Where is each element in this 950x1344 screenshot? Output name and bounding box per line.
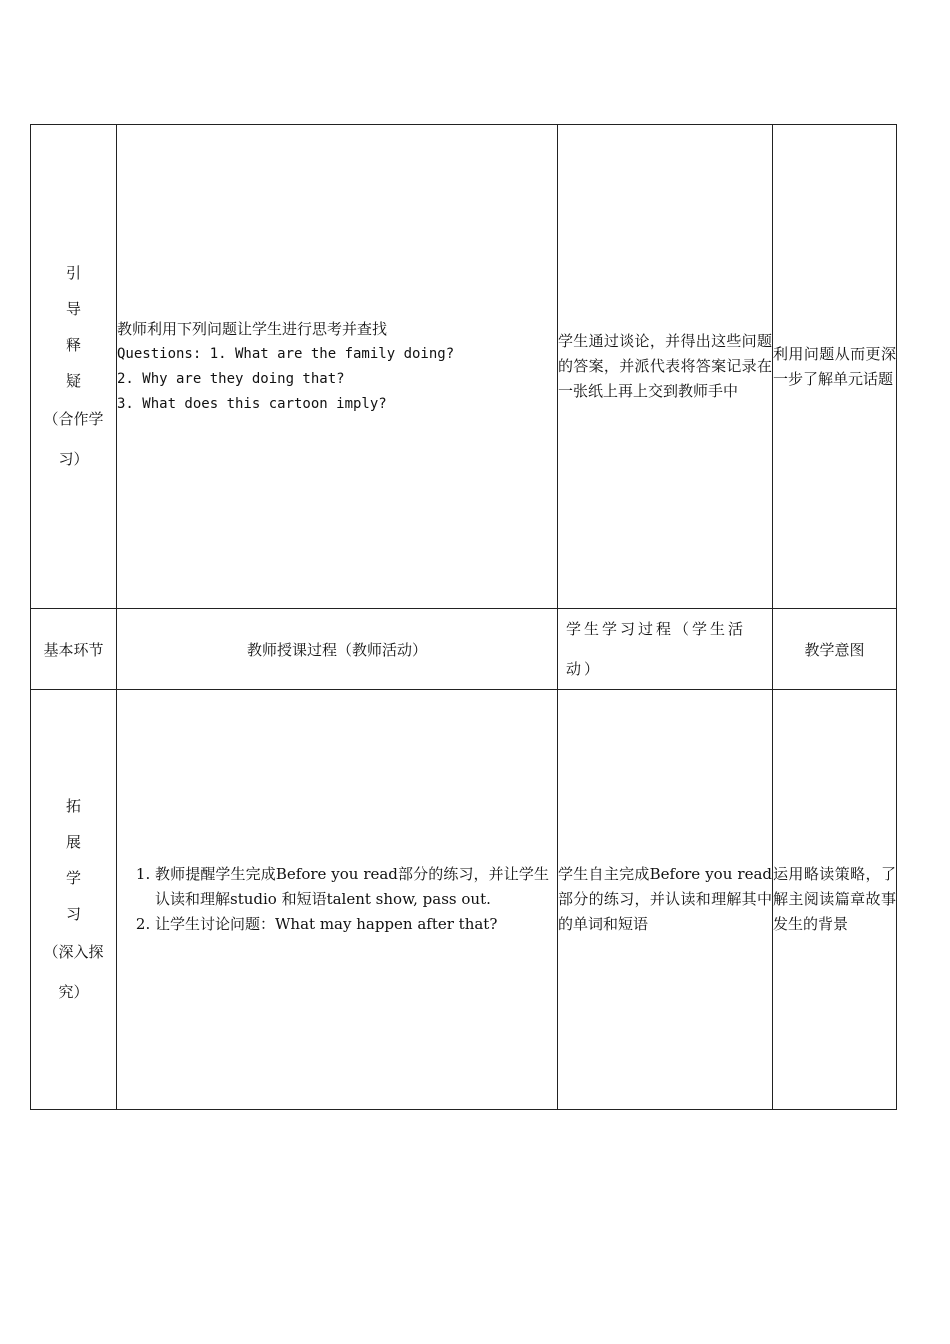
stage-char: 学 [65,868,81,887]
header-teacher: 教师授课过程（教师活动） [117,609,558,690]
stage-char: 展 [65,832,81,851]
teaching-intent-extend: 运用略读策略，了解主阅读篇章故事发生的背景 [773,690,897,1110]
stage-subtitle: 习） [58,449,89,468]
stage-cell-extend [31,690,117,1110]
teaching-intent-guided: 利用问题从而更深一步了解单元话题 [773,125,897,609]
stage-cell-guided [31,125,117,609]
list-item: 1. 教师提醒学生完成Before you read部分的练习，并让学生认读和理解studio 和短语talent show, pass out. [155,862,549,912]
teacher-activity-extend [117,690,558,1110]
stage-char: 拓 [65,796,81,815]
row-guided-inquiry [31,125,897,609]
stage-subtitle: （深入探 [43,942,104,961]
teacher-question: 2. Why are they doing that? [117,370,345,387]
header-stage: 基本环节 [31,609,117,690]
list-item: 2. 让学生讨论问题：What may happen after that? [155,912,549,937]
stage-char: 引 [65,263,81,282]
stage-char: 疑 [65,371,81,390]
teacher-intro: 教师利用下列问题让学生进行思考并查找 [117,319,388,338]
teacher-activity-guided [117,125,558,609]
teacher-question: 3. What does this cartoon imply? [117,395,387,412]
header-intent: 教学意图 [773,609,897,690]
lesson-plan-table [30,124,897,1110]
row-extended-learning [31,690,897,1110]
stage-char: 释 [65,335,81,354]
stage-subtitle: （合作学 [43,409,104,428]
stage-subtitle: 究） [58,982,89,1001]
student-activity-extend: 学生自主完成Before you read部分的练习，并认读和理解其中的单词和短语 [558,690,773,1110]
header-student: 学生学习过程（学生活动） [558,609,773,690]
student-activity-guided: 学生通过谈论，并得出这些问题的答案，并派代表将答案记录在一张纸上再上交到教师手中 [558,125,773,609]
stage-char: 导 [65,299,81,318]
header-row [31,609,897,690]
teacher-question: Questions: 1. What are the family doing? [117,345,455,362]
stage-char: 习 [65,904,81,923]
teacher-steps-list [117,862,557,937]
